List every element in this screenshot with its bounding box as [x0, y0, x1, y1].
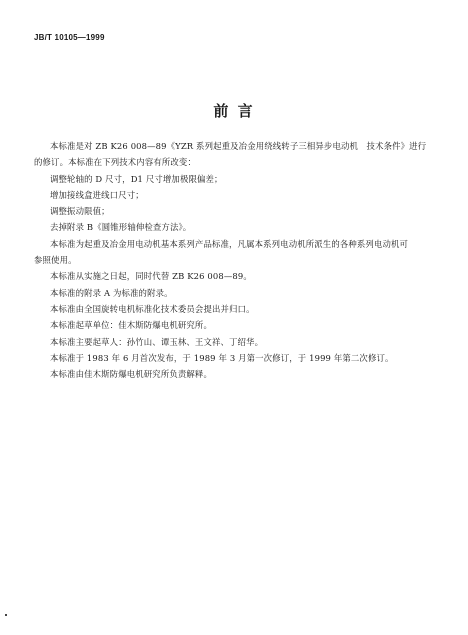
- paragraph-line: 本标准起草单位：佳木斯防爆电机研究所。: [50, 320, 212, 331]
- paragraph-line: 本标准从实施之日起，同时代替 ZB K26 008—89。: [50, 271, 252, 282]
- paragraph-line: 去掉附录 B《圆锥形轴伸检查方法》。: [50, 222, 192, 233]
- paragraph-line: 本标准是对 ZB K26 008—89《YZR 系列起重及冶金用绕线转子三相异步电动机 技术条件》进行: [50, 141, 427, 151]
- paragraph-line: 本标准的附录 A 为标准的附录。: [50, 287, 173, 298]
- paragraph-line: 本标准于 1983 年 6 月首次发布，于 1989 年 3 月第一次修订，于 1999 年第二次修订。: [50, 352, 394, 363]
- standard-code: JB/T 10105—1999: [34, 33, 105, 42]
- paragraph-line: 本标准由全国旋转电机标准化技术委员会提出并归口。: [50, 303, 255, 314]
- scan-speck: [5, 614, 7, 616]
- paragraph-line: 参照使用。: [34, 255, 77, 266]
- paragraph-line: 调整轮轴的 D 尺寸，D1 尺寸增加极限偏差；: [50, 173, 223, 184]
- page-title: 前 言: [213, 102, 255, 120]
- paragraph-line: 调整振动限值；: [50, 206, 110, 217]
- paragraph-line: 本标准主要起草人：孙竹山、谭玉林、王文祥、丁绍华。: [50, 336, 264, 347]
- paragraph-line: 的修订。本标准在下列技术内容有所改变：: [34, 157, 196, 168]
- paragraph-line: 本标准为起重及冶金用电动机基本系列产品标准，凡属本系列电动机所派生的各种系列电动机可: [50, 238, 409, 249]
- paragraph-line: 本标准由佳木斯防爆电机研究所负责解释。: [50, 369, 212, 380]
- foreword-body: [34, 138, 442, 382]
- paragraph-line: 增加接线盒进线口尺寸；: [50, 189, 144, 200]
